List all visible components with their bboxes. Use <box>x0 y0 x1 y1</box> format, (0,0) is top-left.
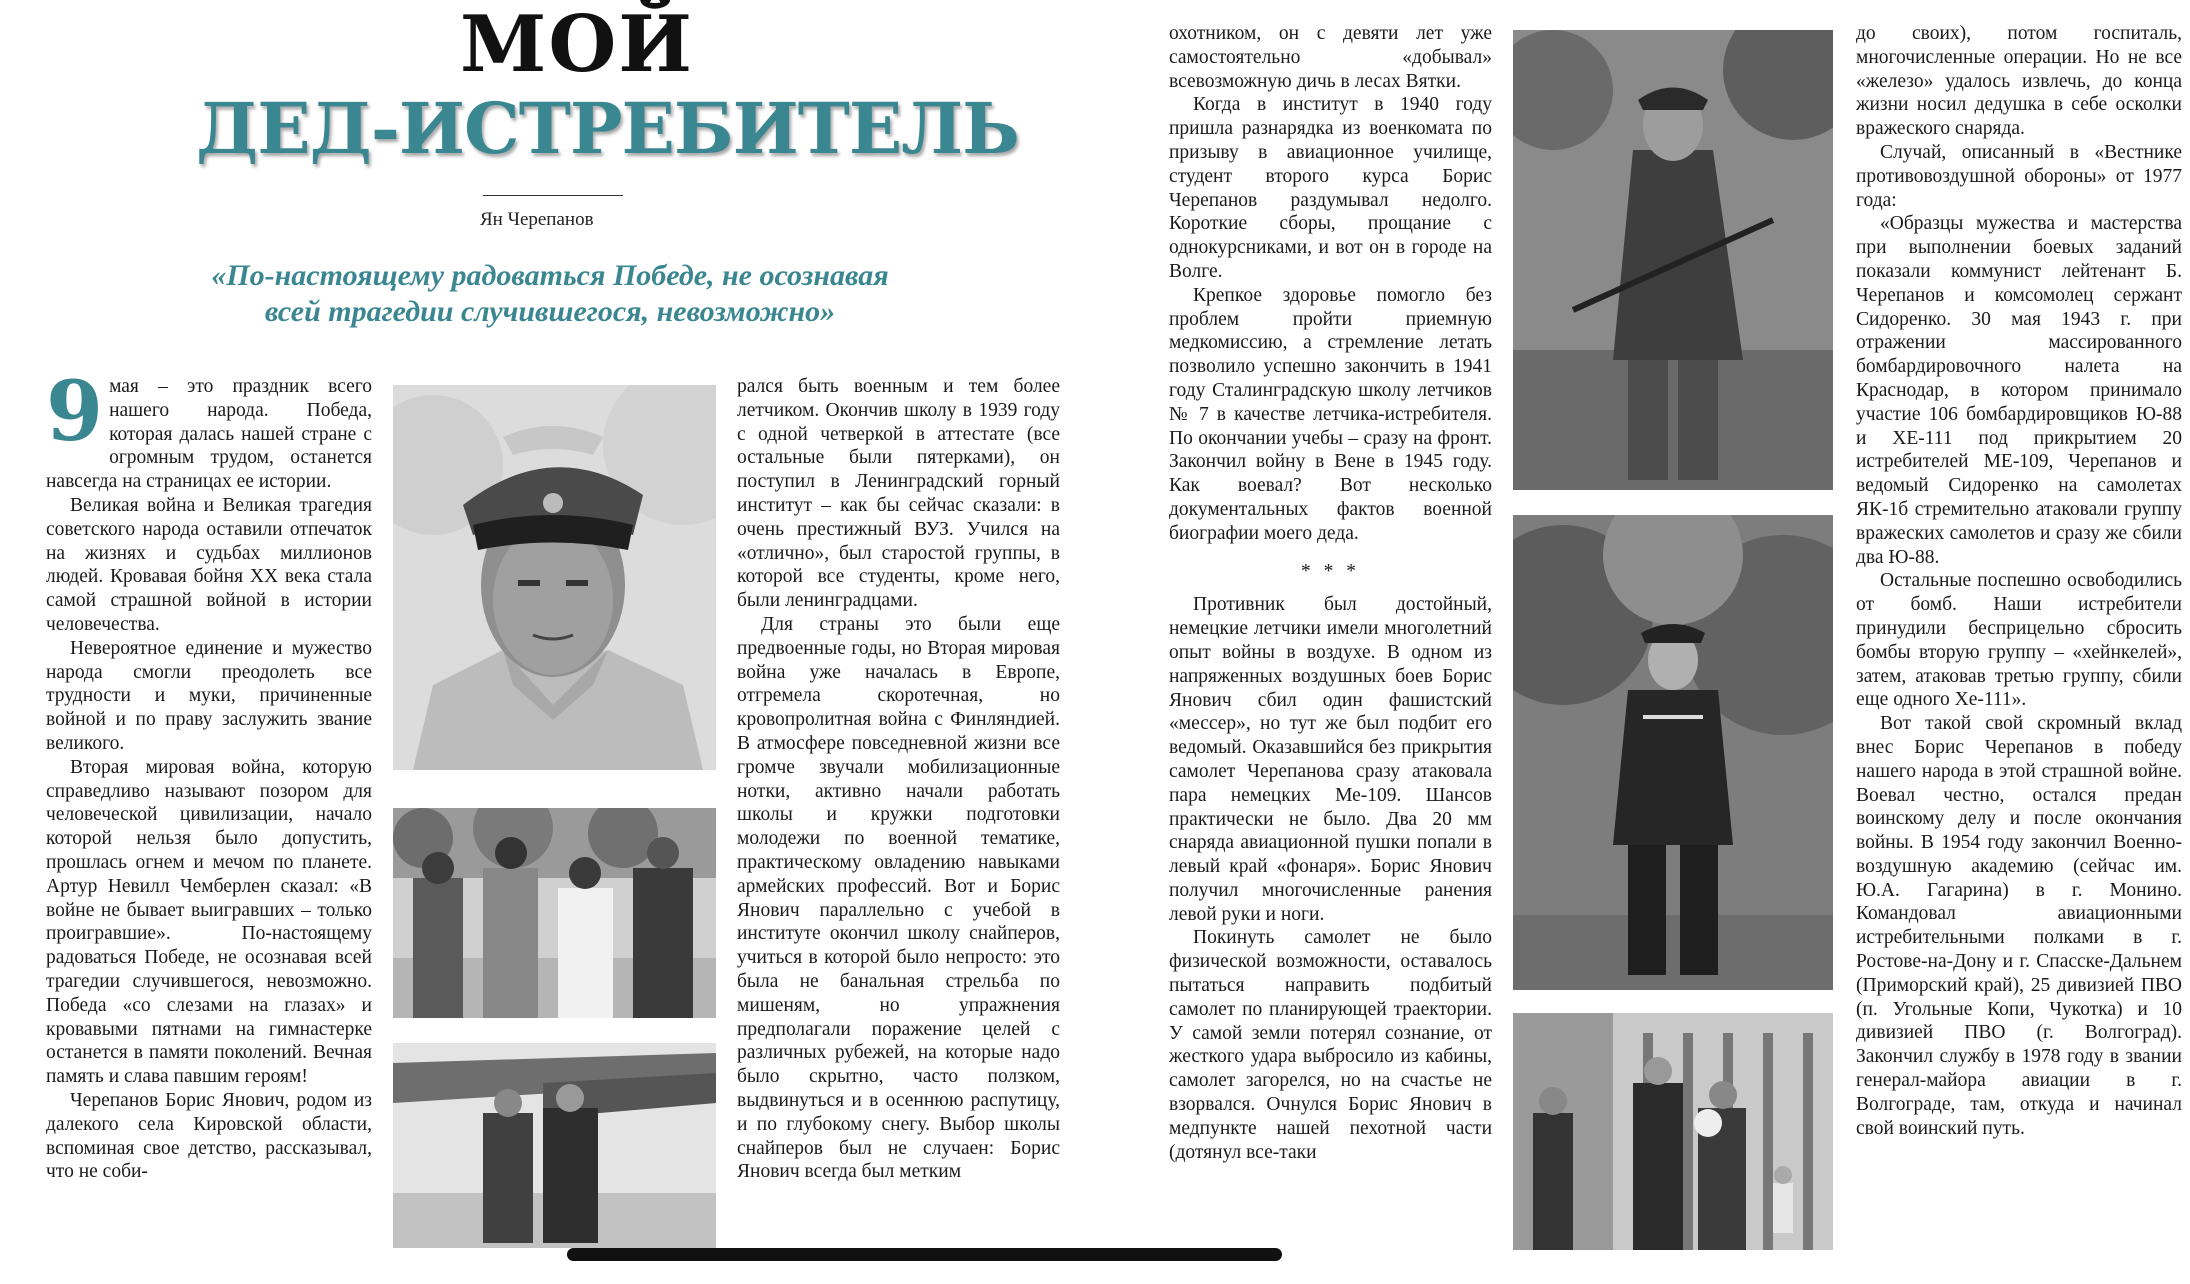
title-line-1: МОЙ <box>460 0 694 90</box>
group-photo <box>393 808 716 1018</box>
paragraph: охотником, он с девяти лет уже самостоятельно «добывал» всевозможную дичь в лесах Вятки. <box>1169 23 1492 92</box>
dropcap: 9 <box>46 364 104 460</box>
paragraph: Для страны это были еще предвоенные годы, но Вторая мировая война уже началась в Европе, отгремела скоротечная, но кровопролитная война с Финляндией. В атмосфере повседневной жизни все громче звучали мобилизационные нотки, активно начали работать школы и кружки подготовки молодежи по военной тематике, практическому овладению навыками армейских профессий. Вот и Борис Янович параллельно с учебой в институте окончил школу снайперов, учиться в которой было непросто: это была не банальная стрельба по мишеням, но упражнения предполагали поражение целей с различных рубежей, на которые надо было скрытно, часто ползком, выдвинуться и в осеннюю распутицу, и по глубокому снегу. Выбор школы снайперов был не случаен: Борис Янович всегда был метким <box>737 613 1060 1183</box>
author-name: Ян Черепанов <box>480 209 594 230</box>
paragraph: «Образцы мужества и мастерства при выполнении боевых заданий показали коммунист лейтенант Б. Черепанов и комсомолец сержант Сидоренко. 30 мая 1943 г. при отражении массированного бомбардировочного налета на Краснодар, в котором принимало участие 106 бомбардировщиков Ю-88 и ХЕ-111 под прикрытием 20 истребителей МЕ-109, Черепанов и ведомый Сидоренко на самолетах ЯК-1б стремительно атаковали группу вражеских самолетов и сразу же сбили два Ю-88. <box>1856 213 2182 568</box>
lead-quote-line-2: всей трагедии случившегося, невозможно» <box>264 295 836 328</box>
airfield-photo <box>393 1043 716 1248</box>
hunter-photo <box>1513 30 1833 490</box>
paragraph: Случай, описанный в «Вестнике противовоздушной обороны» от 1977 года: <box>1856 141 2182 211</box>
paragraph: Великая война и Великая трагедия советского народа оставили отпечаток на жизнях и судьбах миллионов людей. Кровавая бойня XX века стала самой страшной войной в истории человечества. <box>46 494 372 635</box>
horizontal-scrollbar[interactable] <box>567 1248 1282 1261</box>
paragraph: Остальные поспешно освободились от бомб. Наши истребители принудили бесприцельно сбросить бомбы вторую группу – «хейнкелей», затем, атаковав третью группу, сбили еще одного Хе-111». <box>1856 570 2182 711</box>
portrait-photo <box>393 385 716 770</box>
officer-photo <box>1513 515 1833 990</box>
section-separator: * * * <box>1301 560 1360 582</box>
paragraph: Крепкое здоровье помогло без проблем пройти приемную медкомиссию, а стремление летать позволило успешно закончить в 1941 году Сталинградскую школу летчиков № 7 в качестве летчика-истребителя. По окончании учебы – сразу на фронт. Закончил войну в Вене в 1945 году. Как воевал? Вот несколько документальных фактов военной биографии моего деда. <box>1169 284 1492 544</box>
lead-quote <box>140 258 960 330</box>
paragraph: Покинуть самолет не было физической возможности, оставалось пытаться направить подбитый самолет по планирующей траектории. У самой земли потерял сознание, от жесткого удара выбросило из кабины, самолет загорелся, но на счастье не взорвался. Очнулся Борис Янович в медпункте нашей пехотной части (дотянул все-таки <box>1169 927 1492 1163</box>
paragraph: рался быть военным и тем более летчиком. Окончив школу в 1939 году с одной четверкой в аттестате (все остальные были пятерками), он поступил в Ленинградский горный институт – как бы сейчас сказали: в очень престижный ВУЗ. Учился на «отлично», был старостой группы, в которой все студенты, кроме него, были ленинградцами. <box>737 376 1060 612</box>
lead-quote-line-1: «По-настоящему радоваться Победе, не осознавая <box>211 259 889 292</box>
right-page <box>1150 0 2190 1284</box>
paragraph: 9 мая – это праздник всего нашего народа. Победа, которая далась нашей стране с огромным трудом, останется навсегда на страницах ее истории. <box>46 364 372 493</box>
text-column-1 <box>46 364 372 1184</box>
family-photo <box>1513 1013 1833 1250</box>
paragraph: Невероятное единение и мужество народа смогли преодолеть все трудности и муки, причиненные войной и по праву заслужить звание великого. <box>46 637 372 754</box>
page-gutter <box>1085 0 1150 1284</box>
left-page <box>0 0 1085 1284</box>
text-column-2 <box>737 375 1060 1184</box>
title-divider <box>483 195 623 196</box>
paragraph: Когда в институт в 1940 году пришла разнарядка из военкомата по призыву в авиационное училище, студент второго курса Борис Черепанов раздумывал недолго. Короткие сборы, прощание с однокурсниками, и вот он в городе на Волге. <box>1169 94 1492 282</box>
paragraph: Противник был достойный, немецкие летчики имели многолетний опыт войны в воздухе. В одном из напряженных воздушных боев Борис Янович сбил один фашистский «мессер», но тут же был подбит его ведомый. Оказавшийся без прикрытия самолет Черепанова сразу атаковала пара немецких Ме-109. Шансов практически не было. Два 20 мм снаряда авиационной пушки попали в левый край «фонаря». Борис Янович получил многочисленные ранения левой руки и ноги. <box>1169 594 1492 925</box>
paragraph: до своих), потом госпиталь, многочисленные операции. Но не все «железо» удалось извлечь, до конца жизни носил дедушка в себе осколки вражеского снаряда. <box>1856 23 2182 140</box>
paragraph: Вторая мировая война, которую справедливо называют позором для человеческой цивилизации, начало которой нельзя было допустить, прошлась огнем и мечом по планете. Артур Невилл Чемберлен сказал: «В войне не бывает выигравших – только проигравшие». По-настоящему радоваться Победе, не осознавая всей трагедии случившегося, невозможно. Победа «со слезами на глазах» и кровавыми пятнами на гимнастерке останется в памяти поколений. Вечная память и слава павшим героям! <box>46 756 372 1088</box>
paragraph: Черепанов Борис Янович, родом из далекого села Кировской области, вспоминая свое детство, рассказывал, что не соби- <box>46 1089 372 1183</box>
title-line-2: ДЕД-ИСТРЕБИТЕЛЬ <box>196 87 1019 170</box>
paragraph: Вот такой свой скромный вклад внес Борис Черепанов в победу нашего народа в этой страшной войне. Воевал честно, остался предан воинскому делу и после окончания войны. В 1954 году закончил Военно-воздушную академию (сейчас им. Ю.А. Гагарина) в г. Монино. Командовал авиационными истребительными полками в г. Ростове-на-Дону и г. Спасске-Дальнем (Приморский край), 25 дивизией ПВО (п. Угольные Копи, Чукотка) и 10 дивизией ПВО (г. Волгоград). Закончил службу в 1978 году в звании генерал-майора авиации в г. Волгограде, там, откуда и начинал свой воинский путь. <box>1856 713 2182 1139</box>
text-column-4 <box>1856 22 2182 1140</box>
text-column-3 <box>1169 22 1492 1164</box>
